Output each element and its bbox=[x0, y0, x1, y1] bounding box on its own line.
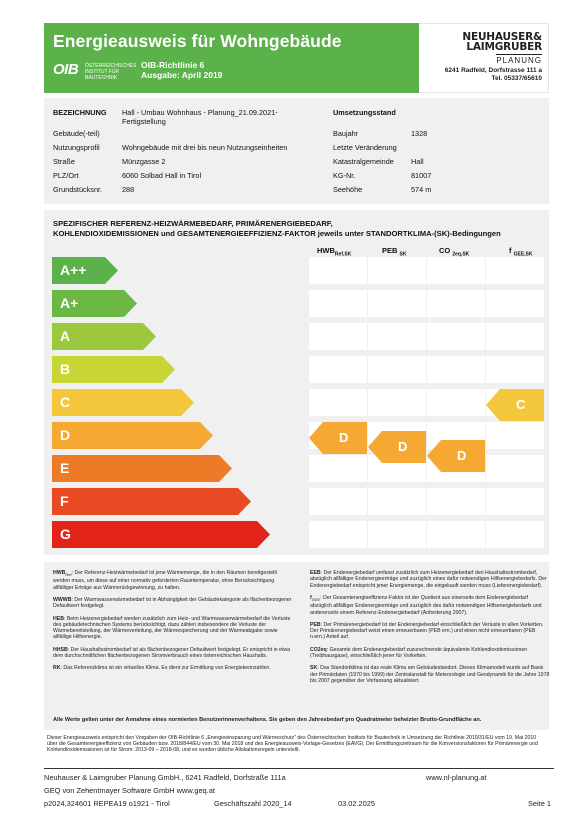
footer-page: Seite 1 bbox=[528, 799, 552, 808]
legend-text: : Der Endenergiebedarf umfasst zusätzlich zum Heizenergiebedarf den Haushaltsstrombedarf, abzüglich allfälliger Endenergieerträge und zuzüglich eines dafür notwendigen Hilfsenergiebedarfs. Der Endenergiebedarf entspricht jener Energiemenge, die eingekauft werden muss (Lieferenergiebedarf). bbox=[310, 570, 547, 589]
energy-class-label: F bbox=[60, 493, 69, 509]
document-title: Energieausweis für Wohngebäude bbox=[53, 31, 342, 51]
legend-term: WWWB bbox=[53, 596, 72, 603]
grid-cell bbox=[486, 323, 544, 350]
energy-class-d bbox=[52, 422, 214, 449]
grid-cell bbox=[486, 422, 544, 449]
footer-software: GEQ von Zehentmayer Software GmbH www.geq.at bbox=[44, 786, 215, 795]
legend-term-sub: GEE bbox=[311, 596, 321, 602]
grid-cell bbox=[309, 323, 367, 350]
bezeichnung-value: Hall - Umbau Wohnhaus - Planung_21.09.2021- bbox=[122, 108, 278, 117]
energy-class-label: D bbox=[60, 427, 71, 443]
oib-info bbox=[141, 60, 222, 80]
footer-gz: Geschäftszahl 2020_14 bbox=[214, 799, 292, 808]
column-header-fgee: f $_{GEE,SK}$ bbox=[509, 246, 533, 258]
umsetzungsstand-label: Umsetzungsstand bbox=[333, 108, 396, 117]
legend-text: : Der Referenz-Heizwärmebedarf ist jene Wärmemenge, die in den Räumen bereitgestellt werden muss, um diese auf einer normativ geforderten Raumtemperatur, ohne Berücksichtigung allfälliger Erträge aus Wärmerückgewinnung, zu halten. bbox=[53, 570, 277, 591]
info-label: Baujahr bbox=[333, 129, 359, 138]
oib-edition: Ausgabe: April 2019 bbox=[141, 70, 223, 80]
energy-class-aplusplus bbox=[52, 257, 119, 284]
oib-guideline: OIB-Richtlinie 6 bbox=[141, 60, 205, 70]
building-info bbox=[44, 98, 549, 204]
footer-divider bbox=[44, 768, 554, 769]
rating-marker-label: D bbox=[339, 430, 349, 445]
energy-class-label: C bbox=[60, 394, 71, 410]
grid-cell bbox=[309, 356, 367, 383]
info-label: KG-Nr. bbox=[333, 171, 356, 180]
legend-entry bbox=[310, 595, 550, 616]
info-value: Hall bbox=[411, 157, 424, 166]
info-label: Nutzungsprofil bbox=[53, 143, 100, 152]
energy-chart-title: SPEZIFISCHER REFERENZ-HEIZWÄRMEBEDARF, PRIMÄRENERGIEBEDARF, KOHLENDIOXIDEMISSIONEN und GESAMTENERGIEEFFIZIENZ-FAKTOR jeweils unter STANDORTKLIMA-(SK)-Bedingungen bbox=[53, 219, 501, 238]
legend-term: CO2eq bbox=[310, 646, 327, 653]
grid-cell bbox=[427, 290, 485, 317]
energy-rating-chart bbox=[44, 210, 549, 555]
legend-term: SK bbox=[310, 665, 318, 672]
rating-marker-peb bbox=[368, 431, 426, 468]
legend-entry bbox=[310, 647, 550, 660]
rating-marker-hwb bbox=[309, 422, 367, 459]
grid-cell bbox=[486, 257, 544, 284]
energy-class-label: A++ bbox=[60, 262, 87, 278]
grid-cell bbox=[486, 356, 544, 383]
grid-cell bbox=[427, 257, 485, 284]
grid-cell bbox=[368, 323, 426, 350]
legend-text: : Der Haushaltsstrombedarf ist als flächenbezogener Defaultwert festgelegt. Er entspricht in etwa dem durchschnittlichen flächenbezogenen Stromverbrauch eines österreichischen Haushalts. bbox=[53, 646, 291, 659]
legend-entry bbox=[310, 622, 550, 641]
info-value: 1328 bbox=[411, 129, 428, 138]
info-value: 574 m bbox=[411, 185, 432, 194]
legend-term-sub: Ref bbox=[65, 572, 72, 578]
grid-cell bbox=[368, 488, 426, 515]
oib-logo: OIB bbox=[53, 61, 79, 78]
info-value: 81007 bbox=[411, 171, 432, 180]
column-header-co2: CO $_{2eq,SK}$ bbox=[439, 246, 470, 258]
legend-entry bbox=[310, 570, 550, 589]
info-label: Grundstücksnr. bbox=[53, 185, 103, 194]
header-banner bbox=[44, 23, 419, 93]
column-header-hwb: $HWB_{Ref,SK}$ bbox=[317, 246, 352, 258]
firm-logo-box bbox=[419, 23, 549, 93]
legend-text: : Der Warmwasserwärmebedarf ist in Abhängigkeit der Gebäudekategorie als flächenbezogener Defaultwert festgelegt. bbox=[53, 596, 292, 610]
grid-cell bbox=[309, 290, 367, 317]
info-label: Gebäude(-teil) bbox=[53, 129, 100, 138]
legend-entry bbox=[310, 665, 550, 684]
legend-term: EEB bbox=[310, 570, 321, 576]
legend-box bbox=[44, 562, 549, 730]
info-value: 288 bbox=[122, 185, 135, 194]
column-header-peb: PEB $_{SK}$ bbox=[382, 246, 407, 258]
energy-class-g bbox=[52, 521, 271, 548]
legend-term: HEB bbox=[53, 615, 64, 622]
energy-class-aplus bbox=[52, 290, 138, 317]
legal-note: Dieser Energieausweis entspricht den Vorgaben der OIB-Richtlinie 6 „Energieeinsparung und Wärmeschutz" des Österreichischen Instituts für Bautechnik in Umsetzung der Richtlinie 2010/31/EU vom 19. Mai 2010 über die Gesamtenergieeffizienz von Gebäuden bzw. 2018/844/EU vom 30. Mai 2018 und des Energieausweis-Vorlage-Gesetzes (EAVG). Der Ermittlungszeitraum für die Konversionsfaktoren für Primärenergie und Kohlendioxidemissionen ist für Strom: 2013-09 – 2018-08, und es wurden übliche Allokationsregeln unterstellt. bbox=[47, 735, 538, 754]
legend-term: RK bbox=[53, 665, 61, 672]
firm-address: 6241 Radfeld, Dorfstrasse 111 a Tel. 05337/65610 bbox=[444, 67, 542, 82]
grid-cell bbox=[309, 521, 367, 548]
legend-left-column bbox=[53, 570, 293, 678]
grid-cell bbox=[427, 389, 485, 416]
footer-website: www.nl-planung.at bbox=[426, 773, 487, 782]
grid-cell bbox=[427, 488, 485, 515]
legend-text: : Gesamte dem Endenergiebedarf zuzurechnende äquivalente Kohlendioxidemissionen (Treibhausgase), einschließlich jener für Vorketten. bbox=[310, 646, 528, 659]
legend-term: HWB bbox=[53, 570, 66, 576]
footer-date: 03.02.2025 bbox=[338, 799, 375, 808]
legend-text: : Das Standortklima ist das reale Klima am Gebäudestandort. Dieses Klimamodell wurde auf Basis der Primärdaten (1970 bis 1999) der Zentralanstalt für Meteorologie und Geodynamik für die Jahre 1978 bis 2007 gegenüber der Vorfassung aktualisiert. bbox=[310, 665, 550, 684]
legend-text: : Der Primärenergiebedarf ist der Endenergiebedarf einschließlich der Verluste in allen Vorketten. Der Primärenergiebedarf weist einen erneuerbaren (PEB ern.) und einen nicht erneuerbaren (PEB n.ern.) Anteil auf. bbox=[310, 621, 544, 641]
grid-cell bbox=[427, 356, 485, 383]
legend-right-column bbox=[310, 570, 550, 690]
energy-class-label: E bbox=[60, 460, 70, 476]
rating-marker-fgee bbox=[486, 389, 544, 426]
legend-term: PEB bbox=[310, 621, 321, 628]
legend-entry bbox=[53, 647, 293, 660]
oib-subtitle: ÖSTERREICHISCHES INSTITUT FÜR BAUTECHNIK bbox=[85, 63, 137, 81]
legend-text: : Der Gesamtenergieeffizienz-Faktor ist der Quotient aus einerseits dem Endenergiebedarf abzüglich allfälliger Endenergieerträge und zuzüglich des dafür notwendigen Hilfsenergiebedarfs und andererseits einem Referenz-Endenergiebedarf (Anforderung 2007). bbox=[310, 594, 542, 616]
footer-code: p2024,324601 REPEA19 o1921 - Tirol bbox=[44, 799, 170, 808]
rating-marker-co2 bbox=[427, 440, 485, 477]
rating-marker-label: C bbox=[516, 397, 526, 412]
grid-cell bbox=[368, 290, 426, 317]
energy-class-f bbox=[52, 488, 252, 515]
grid-cell bbox=[486, 488, 544, 515]
grid-cell bbox=[486, 290, 544, 317]
info-value: Wohngebäude mit drei bis neun Nutzungseinheiten bbox=[122, 143, 288, 152]
info-value: Münzgasse 2 bbox=[122, 157, 166, 166]
firm-planung: PLANUNG bbox=[496, 56, 542, 65]
legend-text: : Beim Heizenergiebedarf werden zusätzlich zum Heiz- und Warmwasserwärmebedarf die Verluste des gebäudetechnischen Systems berücksichtigt, dazu zählen insbesondere die Verluste der Wärmebereitstellung, der Wärmeverteilung, der Wärmespeicherung und der Wärmeabgabe sowie allfällige Hilfsenergie. bbox=[53, 615, 291, 641]
grid-cell bbox=[309, 488, 367, 515]
info-value: 6060 Solbad Hall in Tirol bbox=[122, 171, 202, 180]
legend-entry bbox=[53, 665, 293, 671]
legend-entry bbox=[53, 616, 293, 641]
grid-cell bbox=[368, 389, 426, 416]
legend-term: HHSB bbox=[53, 646, 68, 653]
energy-class-label: A bbox=[60, 328, 71, 344]
bezeichnung-value-cont: Fertigstellung bbox=[122, 117, 166, 126]
grid-cell bbox=[368, 257, 426, 284]
energy-class-label: G bbox=[60, 526, 71, 542]
info-label: PLZ/Ort bbox=[53, 171, 79, 180]
grid-cell bbox=[368, 356, 426, 383]
energy-class-a bbox=[52, 323, 157, 350]
grid-cell bbox=[427, 323, 485, 350]
header bbox=[44, 23, 549, 93]
legend-entry bbox=[53, 597, 293, 610]
footer-company: Neuhauser & Laimgruber Planung GmbH., 6241 Radfeld, Dorfstraße 111a bbox=[44, 773, 286, 782]
grid-cell bbox=[309, 455, 367, 482]
bezeichnung-label: BEZEICHNUNG bbox=[53, 108, 107, 117]
grid-cell bbox=[309, 257, 367, 284]
grid-cell bbox=[427, 521, 485, 548]
energy-class-label: B bbox=[60, 361, 71, 377]
energy-class-b bbox=[52, 356, 176, 383]
legend-footnote: Alle Werte gelten unter der Annahme eines normierten Benutzerinnenverhaltens. Sie geben den Jahresbedarf pro Quadratmeter beheizter Brutto-Grundfläche an. bbox=[53, 717, 482, 723]
rating-marker-label: D bbox=[457, 448, 467, 463]
grid-cell bbox=[486, 521, 544, 548]
energy-class-c bbox=[52, 389, 195, 416]
firm-logo: NEUHAUSER& LAIMGRUBER bbox=[462, 31, 542, 53]
legend-text: : Das Referenzklima ist ein virtuelles Klima. Es dient zur Ermittlung von Energiekennzahlen. bbox=[60, 665, 271, 672]
grid-cell bbox=[309, 389, 367, 416]
rating-marker-label: D bbox=[398, 439, 408, 454]
info-label: Straße bbox=[53, 157, 75, 166]
grid-cell bbox=[486, 455, 544, 482]
legend-entry bbox=[53, 570, 293, 591]
info-label: Seehöhe bbox=[333, 185, 363, 194]
energy-class-e bbox=[52, 455, 233, 482]
energy-class-label: A+ bbox=[60, 295, 79, 311]
info-label: Letzte Veränderung bbox=[333, 143, 397, 152]
grid-cell bbox=[368, 521, 426, 548]
info-label: Katastralgemeinde bbox=[333, 157, 394, 166]
legend-term: f bbox=[310, 594, 312, 601]
